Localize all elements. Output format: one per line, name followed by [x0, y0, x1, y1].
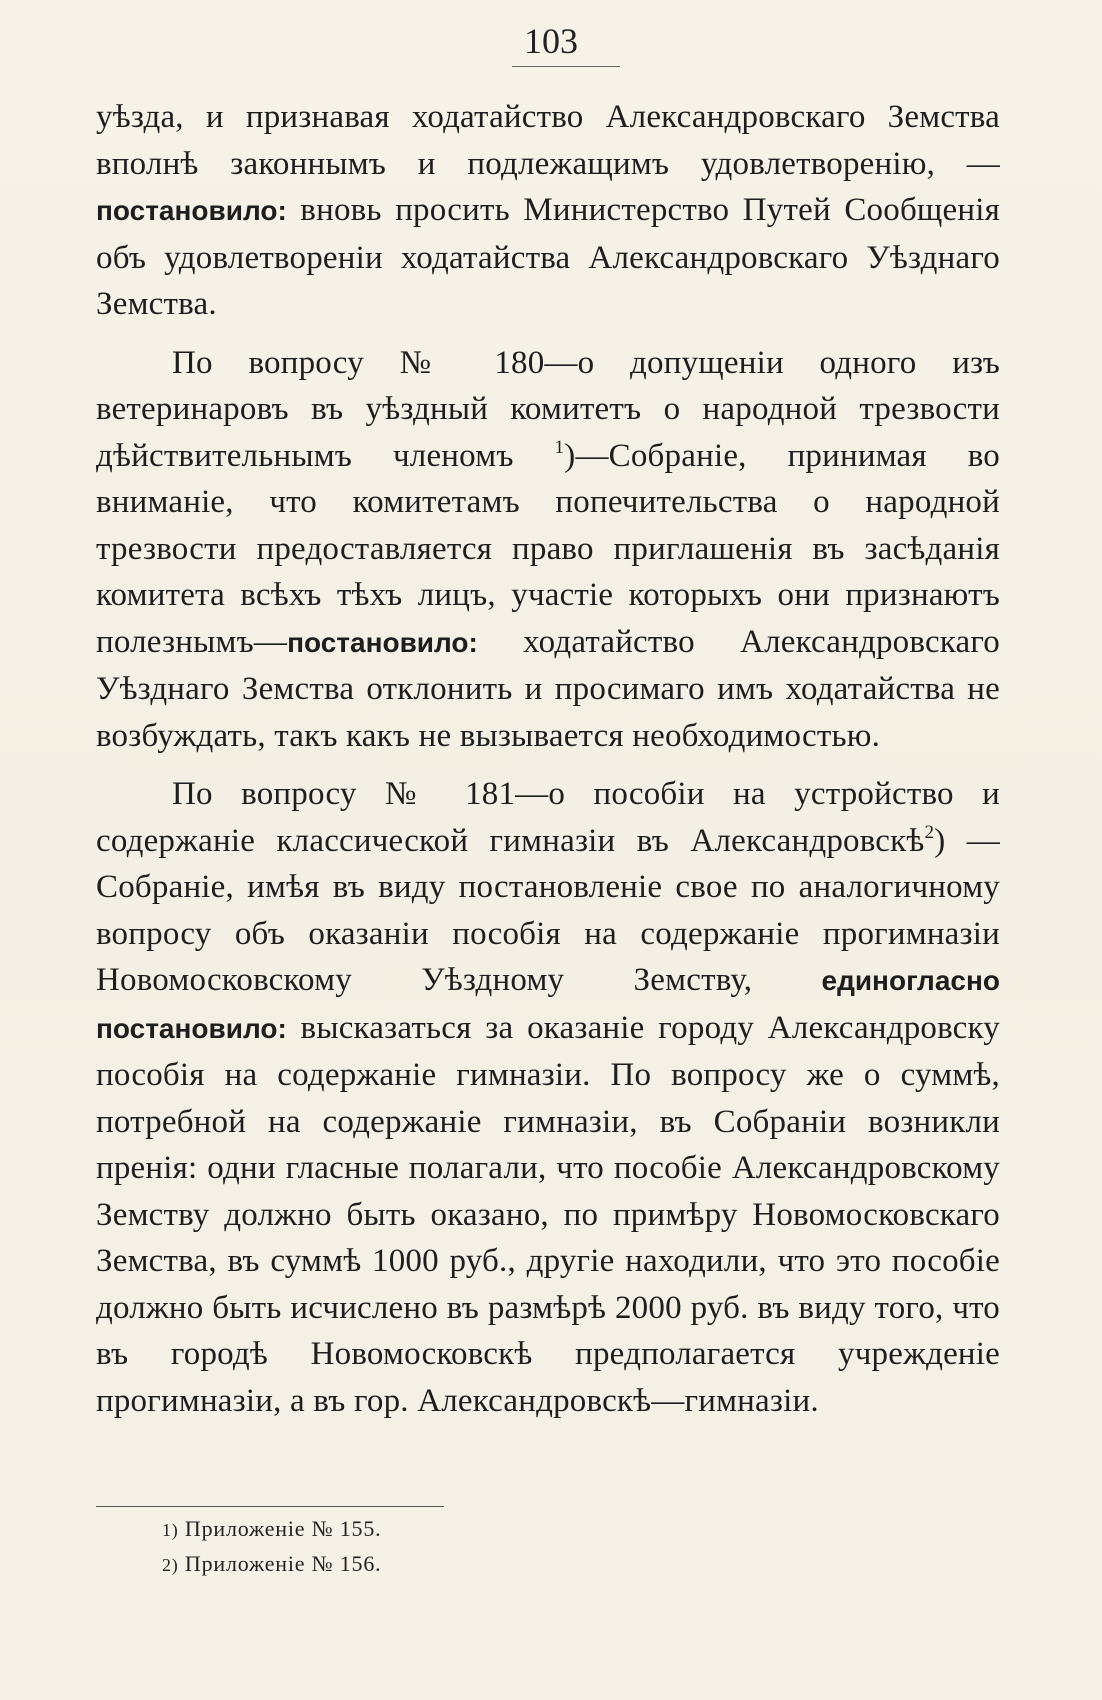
- footnote-2: [162, 1547, 381, 1582]
- page-number: 103: [524, 21, 578, 61]
- paragraph-1-bold: постановило:: [96, 195, 287, 226]
- footnote-1-text: Приложеніе № 155.: [178, 1516, 382, 1541]
- paragraph-3: [96, 771, 1000, 1424]
- footnote-2-mark: 2): [162, 1555, 179, 1575]
- paragraph-3-text-c: высказаться за оказаніе городу Александровску пособія на содержаніе гимназіи. По вопросу же о суммѣ, потребной на содержаніе гимназіи, въ Собраніи возникли пренія: одни гласные полагали, что пособіе Александровскому Земству должно быть оказано, по примѣру Новомосковскаго Земства, въ суммѣ 1000 руб., другіе находили, что это пособіе должно быть исчислено въ размѣрѣ 2000 руб. въ виду того, что въ городѣ Новомосковскѣ предполагается учрежденіе прогимназіи, а въ гор. Александровскѣ—гимназіи.: [96, 1009, 1000, 1419]
- footnotes: [162, 1512, 381, 1582]
- paragraph-3-text-a: По вопросу № 181—о пособіи на устройство и содержаніе классической гимназіи въ Александровскѣ: [96, 776, 1000, 859]
- footnote-1: [162, 1512, 381, 1547]
- paragraph-1: [96, 94, 1000, 328]
- paragraph-2-text-b: )—Собраніе, принимая во вниманіе, что комитетамъ попечительства о народной трезвости предоставляется право приглашенія въ засѣданія комитета всѣхъ тѣхъ лицъ, участіе которыхъ они признаютъ полезнымъ—: [96, 437, 1000, 660]
- paragraph-2-text-a: По вопросу № 180—о допущеніи одного изъ ветеринаровъ въ уѣздный комитетъ о народной трезвости дѣйствительнымъ членомъ: [96, 344, 1000, 474]
- paragraph-1-text-c: вновь просить Министерство Путей Сообщенія объ удовлетвореніи ходатайства Александровскаго Уѣзднаго Земства.: [96, 192, 1000, 322]
- footnote-rule: [96, 1506, 444, 1507]
- paragraph-3-bold: единогласно постановило:: [96, 965, 1000, 1044]
- body-text: [96, 94, 1000, 1436]
- page-number-rule: [512, 66, 620, 67]
- paragraph-2-text-c: ходатайство Александровскаго Уѣзднаго Земства отклонить и просимаго имъ ходатайства не возбуждать, такъ какъ не вызывается необходимостью.: [96, 623, 1000, 754]
- footnote-ref-2: 2: [924, 821, 935, 843]
- footnote-ref-1: 1: [554, 436, 565, 458]
- paragraph-2-bold: постановило:: [287, 626, 478, 658]
- footnote-2-text: Приложеніе № 156.: [178, 1551, 382, 1576]
- paragraph-1-text-a: уѣзда, и признавая ходатайство Александровскаго Земства вполнѣ законнымъ и подлежащимъ удовлетворенію, —: [96, 99, 1000, 182]
- paragraph-2: [96, 340, 1000, 760]
- footnote-1-mark: 1): [162, 1520, 179, 1540]
- paragraph-3-text-b: ) —Собраніе, имѣя въ виду постановленіе свое по аналогичному вопросу объ оказаніи пособія на содержаніе прогимназіи Новомосковскому Уѣздному Земству,: [96, 822, 1000, 998]
